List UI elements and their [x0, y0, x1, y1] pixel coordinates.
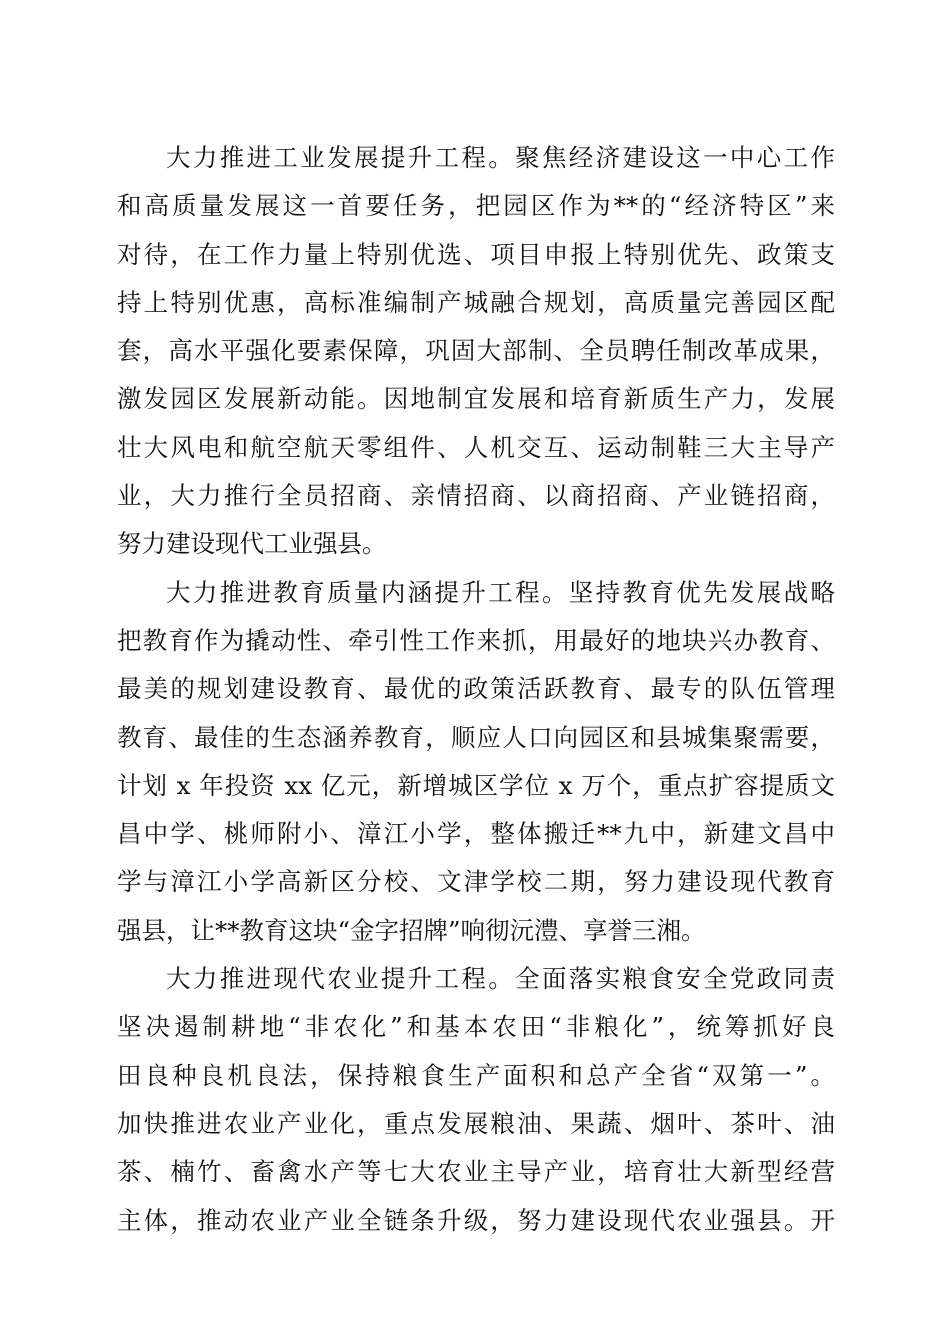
text-line: 昌中学、桃师附小、漳江小学，整体搬迁**九中，新建文昌中 — [117, 819, 835, 849]
paragraph-education — [117, 569, 835, 955]
text-line: 大力推进工业发展提升工程。聚焦经济建设这一中心工作 — [166, 143, 835, 172]
text-line: 大力推进教育质量内涵提升工程。坚持教育优先发展战略 — [166, 577, 835, 607]
text-line: 茶、楠竹、畜禽水产等七大农业主导产业，培育壮大新型经营 — [117, 1157, 835, 1187]
text-line: 最美的规划建设教育、最优的政策活跃教育、最专的队伍管理 — [117, 674, 835, 704]
document-body — [117, 134, 835, 1245]
text-line: 激发园区发展新动能。因地制宜发展和培育新质生产力，发展 — [117, 384, 835, 414]
text-line: 和高质量发展这一首要任务，把园区作为**的“经济特区”来 — [117, 191, 835, 221]
text-line: 把教育作为撬动性、牵引性工作来抓，用最好的地块兴办教育、 — [117, 625, 835, 655]
text-line: 田良种良机良法，保持粮食生产面积和总产全省“双第一”。 — [117, 1060, 835, 1090]
text-line: 努力建设现代工业强县。 — [117, 529, 387, 559]
text-line: 坚决遏制耕地“非农化”和基本农田“非粮化”，统筹抓好良 — [117, 1012, 835, 1042]
text-line: 强县，让**教育这块“金字招牌”响彻沅澧、享誉三湘。 — [117, 915, 706, 945]
text-line: 加快推进农业产业化，重点发展粮油、果蔬、烟叶、茶叶、油 — [117, 1108, 835, 1138]
paragraph-industry — [117, 134, 835, 569]
text-line: 对待，在工作力量上特别优选、项目申报上特别优先、政策支 — [117, 239, 835, 269]
text-line: 学与漳江小学高新区分校、文津学校二期，努力建设现代教育 — [117, 867, 835, 897]
text-line: 教育、最佳的生态涵养教育，顺应人口向园区和县城集聚需要， — [117, 722, 835, 752]
text-line: 套，高水平强化要素保障，巩固大部制、全员聘任制改革成果， — [117, 336, 835, 366]
text-line: 壮大风电和航空航天零组件、人机交互、运动制鞋三大主导产 — [117, 432, 835, 462]
text-line: 业，大力推行全员招商、亲情招商、以商招商、产业链招商， — [117, 481, 835, 511]
paragraph-agriculture — [117, 955, 835, 1245]
text-line: 持上特别优惠，高标准编制产城融合规划，高质量完善园区配 — [117, 287, 835, 317]
text-line: 主体，推动农业产业全链条升级，努力建设现代农业强县。开 — [117, 1205, 835, 1235]
text-line: 计划 x 年投资 xx 亿元，新增城区学位 x 万个，重点扩容提质文 — [117, 770, 835, 800]
text-line: 大力推进现代农业提升工程。全面落实粮食安全党政同责 — [166, 964, 835, 994]
